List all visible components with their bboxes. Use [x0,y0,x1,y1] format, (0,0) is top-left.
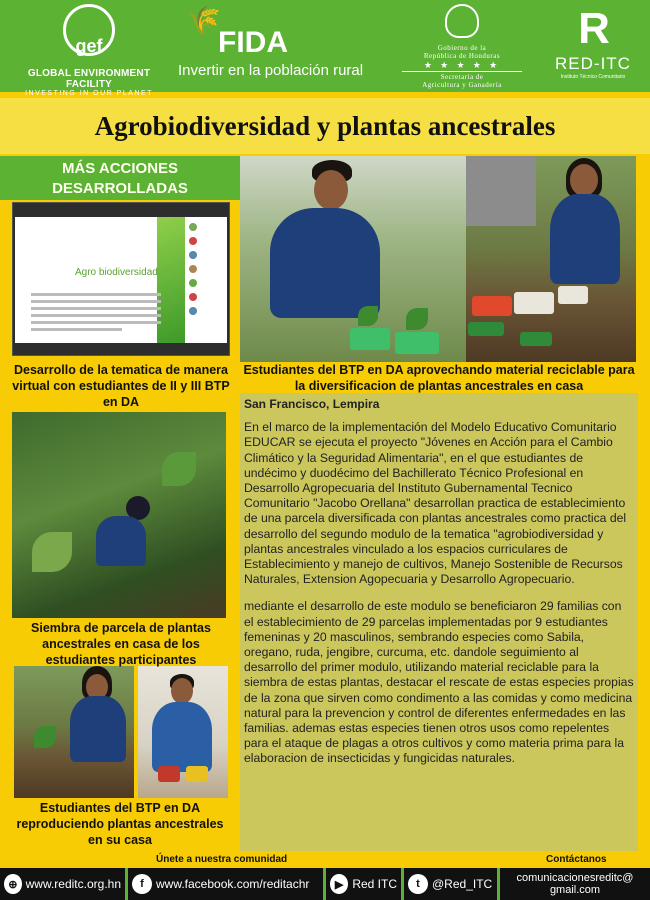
wheat-icon: 🌾 [186,5,221,36]
gob-line1: Gobierno de la [437,44,487,52]
participant-avatar [189,307,197,315]
plant-leaf [162,452,196,486]
gef-logo-text: gef [75,36,103,56]
fida-tagline: Invertir en la población rural [178,62,364,79]
header-bar [0,0,650,97]
photo-girl-planting [14,666,134,798]
youtube-text: Red ITC [352,877,397,891]
gef-name: GLOBAL ENVIRONMENT FACILITY [27,68,151,90]
bottle-pot [350,328,390,350]
presentation-slide [15,217,185,343]
plant-label [520,332,552,346]
bottle-pot [472,296,512,316]
email-link[interactable] [500,868,650,900]
participant-avatar [189,265,197,273]
twitter-text: @Red_ITC [432,877,493,891]
email-line2: gmail.com [549,884,601,896]
participant-avatar [189,293,197,301]
gob-line4: Agricultura y Ganadería [422,81,502,89]
body-shape [152,702,212,772]
plant-leaf [34,726,56,748]
facebook-text: www.facebook.com/reditachr [156,877,310,891]
head-shape [570,164,598,196]
head-shape [314,170,348,210]
gobierno-logo [392,4,532,89]
body-shape [270,208,380,318]
plant-leaf [358,306,378,326]
fida-logo-text: FIDA [218,26,288,59]
body-shape [70,696,126,762]
bottle-pot [514,292,554,314]
body-shape [550,194,620,284]
photo-boy-plants [138,666,228,798]
youtube-link[interactable] [326,868,404,900]
footer-bar [0,868,650,900]
page-title: Agrobiodiversidad y plantas ancestrales [94,110,556,141]
r-mark-icon: R [578,4,608,53]
gef-slogan: INVESTING IN OUR PLANET [25,90,153,97]
plant-pot [186,766,208,782]
photo-student-bottles [466,156,636,362]
bottle-pot [558,286,588,304]
article-location: San Francisco, Lempira [244,397,380,411]
red-itc-text: RED-ITC [555,54,631,73]
website-link[interactable] [0,868,128,900]
facebook-icon: f [132,874,152,894]
head-shape [171,678,193,704]
plant-pot [158,766,180,782]
article-paragraph-1: En el marco de la implementación del Modelo Educativo Comunitario EDUCAR se ejecuta el proyecto "Jóvenes en Acción para el Cambio Climático y la Seguridad Alimentaria", en el que estudiantes de undécimo y duodécimo del Bachillerato Técnico Profesional en Desarrollo Agropecuaria del Instituto Gubernamental Tecnico Comunitario "Jacobo Orellana" desarrollan practica de establecimiento de una parcela diversificada con plantas ancestrales como practica del desarrollo del segundo modulo de la tematica "agrobiodiversidad y plantas ancestrales vinculado a los espacios curriculares de Establecimiento y manejo de cultivos, Manejo Sostenible de Recursos Naturales, Extension Agopecuaria y Desarrollo Agropecuario. [244,420,627,587]
twitter-icon: t [408,874,428,894]
banner-line1: MÁS ACCIONES [61,160,179,177]
facebook-link[interactable] [128,868,326,900]
article-paragraph-2: mediante el desarrollo de este modulo se beneficiaron 29 familias con el establecimiento de 29 parcelas implementadas por 9 estudiantes femeninas y 20 masculinos, sembrando especies como Sabila, oregano, ruda, jengibre, curcuma, etc. dandole seguimiento al desarrollo del primer modulo, utilizando material reciclable para la siembra de estas plantas, destacar el rescate de estas especies propias de la zona que sirven como condimento a las comidas y como medicina natural para la prevencion y control de diferentes enfermedades en las familias. ademas estas especies tienen otros usos como repelentes para el ataque de plagas a otros cultivos y como materia prima para la elaboracion de insecticidas y fungicidas naturales. [244,599,634,766]
twitter-link[interactable] [404,868,500,900]
virtual-class-screenshot [12,202,230,356]
gob-line3: Secretaría de [402,71,522,81]
contact-label: Contáctanos [546,854,607,865]
red-itc-subtitle: Instituto Técnico Comunitario [560,74,626,80]
banner-line2: DESARROLLADAS [52,180,188,197]
gob-stars: ★ ★ ★ ★ ★ [423,60,501,70]
youtube-icon: ▶ [330,874,348,894]
slide-decoration [157,217,185,343]
red-itc-logo [538,4,648,80]
fida-logo [178,4,388,79]
photo-planting-plot [12,412,226,618]
gef-logo [4,4,174,97]
article-text-box [240,393,638,851]
plant-leaf [32,532,72,572]
photo-student-planting [240,156,466,362]
participant-avatar [189,251,197,259]
caption-reproduciendo: Estudiantes del BTP en DA reproduciendo plantas ancestrales en su casa [16,801,224,847]
globe-icon: ⊕ [4,874,22,894]
bottle-pot [395,332,439,354]
website-text: www.reditc.org.hn [25,877,121,891]
caption-siembra: Siembra de parcela de plantas ancestrales en casa de los estudiantes participantes [31,621,211,667]
metal-wall [466,156,536,226]
email-line1: comunicacionesreditc@ [516,872,634,884]
section-banner-text [0,157,240,199]
coat-of-arms-icon [445,4,479,38]
plant-leaf [406,308,428,330]
participant-avatar [189,237,197,245]
participant-avatar [189,279,197,287]
participants-panel [185,217,227,343]
slide-title: Agro biodiversidad [75,267,158,278]
caption-reciclable: Estudiantes del BTP en DA aprovechando material reciclable para la diversificacion de plantas ancestrales en casa [243,363,635,393]
gob-line2: República de Honduras [423,52,501,60]
caption-virtual: Desarrollo de la tematica de manera virtual con estudiantes de II y III BTP en DA [12,363,230,409]
slide-text-lines [31,293,161,335]
join-community-label: Únete a nuestra comunidad [156,854,288,865]
body-shape [96,516,146,566]
plant-label [468,322,504,336]
participant-avatar [189,223,197,231]
title-bar [0,98,650,154]
